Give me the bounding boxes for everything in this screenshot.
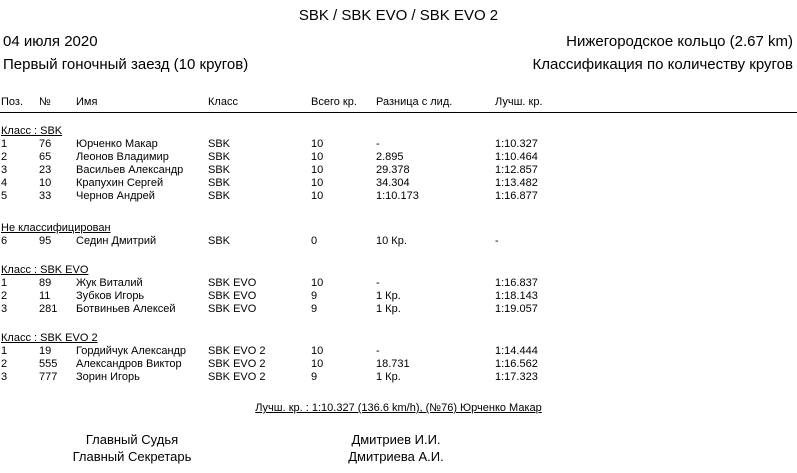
group-title: Класс : SBK EVO 2 bbox=[1, 332, 98, 344]
row-name: Жук Виталий bbox=[76, 277, 143, 289]
row-class: SBK EVO bbox=[208, 277, 257, 289]
row-class: SBK EVO 2 bbox=[208, 371, 266, 383]
row-name: Александров Виктор bbox=[76, 358, 182, 370]
row-pos: 3 bbox=[1, 303, 8, 315]
row-name: Ботвиньев Алексей bbox=[76, 303, 176, 315]
table-row bbox=[0, 190, 797, 202]
row-num: 23 bbox=[39, 164, 52, 176]
row-gap: 1 Кр. bbox=[376, 290, 401, 302]
track-name: Нижегородское кольцо (2.67 km) bbox=[566, 33, 793, 50]
row-best: 1:10.464 bbox=[495, 151, 538, 163]
row-class: SBK bbox=[208, 138, 231, 150]
row-class: SBK bbox=[208, 190, 231, 202]
row-best: 1:10.327 bbox=[495, 138, 538, 150]
row-pos: 2 bbox=[1, 358, 8, 370]
row-pos: 3 bbox=[1, 371, 8, 383]
row-num: 19 bbox=[39, 345, 52, 357]
fastest-lap-summary: Лучш. кр. : 1:10.327 (136.6 km/h), (№76) Юрченко Макар bbox=[255, 402, 542, 414]
row-pos: 4 bbox=[1, 177, 8, 189]
row-gap: 1:10.173 bbox=[376, 190, 419, 202]
row-name: Гордийчук Александр bbox=[76, 345, 187, 357]
row-name: Леонов Владимир bbox=[76, 151, 169, 163]
row-class: SBK bbox=[208, 164, 231, 176]
row-laps: 9 bbox=[311, 290, 318, 302]
row-best: 1:13.482 bbox=[495, 177, 538, 189]
row-best: 1:16.562 bbox=[495, 358, 538, 370]
row-laps: 10 bbox=[311, 138, 324, 150]
row-gap: - bbox=[376, 138, 380, 150]
official-name-chief-secretary: Дмитриева А.И. bbox=[348, 449, 444, 464]
table-row bbox=[0, 358, 797, 370]
row-gap: - bbox=[376, 277, 380, 289]
row-gap: 2.895 bbox=[376, 151, 404, 163]
row-num: 76 bbox=[39, 138, 52, 150]
row-name: Юрченко Макар bbox=[76, 138, 158, 150]
row-class: SBK EVO 2 bbox=[208, 358, 266, 370]
row-best: 1:17.323 bbox=[495, 371, 538, 383]
row-name: Зубков Игорь bbox=[76, 290, 145, 302]
header-name: Имя bbox=[76, 96, 98, 108]
row-laps: 0 bbox=[311, 235, 318, 247]
row-num: 33 bbox=[39, 190, 52, 202]
row-laps: 10 bbox=[311, 177, 324, 189]
table-row bbox=[0, 138, 797, 150]
row-gap: 1 Кр. bbox=[376, 371, 401, 383]
row-gap: 18.731 bbox=[376, 358, 410, 370]
header-gap: Разница с лид. bbox=[376, 96, 453, 108]
row-best: 1:16.837 bbox=[495, 277, 538, 289]
row-class: SBK bbox=[208, 235, 231, 247]
row-name: Седин Дмитрий bbox=[76, 235, 157, 247]
row-pos: 2 bbox=[1, 290, 8, 302]
race-name: Первый гоночный заезд (10 кругов) bbox=[3, 56, 249, 73]
row-best: 1:14.444 bbox=[495, 345, 538, 357]
row-laps: 10 bbox=[311, 358, 324, 370]
table-row bbox=[0, 371, 797, 383]
row-name: Крапухин Сергей bbox=[76, 177, 164, 189]
row-laps: 9 bbox=[311, 303, 318, 315]
row-class: SBK bbox=[208, 177, 231, 189]
row-gap: - bbox=[376, 345, 380, 357]
table-row bbox=[0, 303, 797, 315]
row-best: 1:19.057 bbox=[495, 303, 538, 315]
header-divider bbox=[0, 112, 797, 113]
group-title: Не классифицирован bbox=[1, 222, 111, 234]
official-name-chief-judge: Дмитриев И.И. bbox=[351, 432, 441, 447]
row-class: SBK EVO bbox=[208, 290, 257, 302]
row-laps: 10 bbox=[311, 345, 324, 357]
row-name: Зорин Игорь bbox=[76, 371, 140, 383]
table-row bbox=[0, 345, 797, 357]
row-laps: 10 bbox=[311, 190, 324, 202]
row-num: 89 bbox=[39, 277, 52, 289]
row-laps: 10 bbox=[311, 151, 324, 163]
group-title: Класс : SBK bbox=[1, 125, 63, 137]
table-row bbox=[0, 277, 797, 289]
row-gap: 29.378 bbox=[376, 164, 410, 176]
document-title: SBK / SBK EVO / SBK EVO 2 bbox=[298, 7, 499, 24]
row-laps: 10 bbox=[311, 277, 324, 289]
row-class: SBK EVO bbox=[208, 303, 257, 315]
row-laps: 9 bbox=[311, 371, 318, 383]
header-pos: Поз. bbox=[1, 96, 23, 108]
row-num: 95 bbox=[39, 235, 52, 247]
row-gap: 10 Кр. bbox=[376, 235, 407, 247]
group-title: Класс : SBK EVO bbox=[1, 264, 89, 276]
header-num: № bbox=[39, 96, 51, 108]
row-pos: 2 bbox=[1, 151, 8, 163]
row-name: Чернов Андрей bbox=[76, 190, 155, 202]
row-class: SBK bbox=[208, 151, 231, 163]
official-role-chief-secretary: Главный Секретарь bbox=[72, 449, 192, 464]
row-num: 65 bbox=[39, 151, 52, 163]
header-class: Класс bbox=[208, 96, 238, 108]
table-row bbox=[0, 177, 797, 189]
table-row bbox=[0, 151, 797, 163]
header-best: Лучш. кр. bbox=[495, 96, 543, 108]
row-num: 11 bbox=[39, 290, 51, 302]
row-best: - bbox=[495, 235, 499, 247]
row-num: 555 bbox=[39, 358, 58, 370]
table-row bbox=[0, 235, 797, 247]
row-laps: 10 bbox=[311, 164, 324, 176]
row-pos: 1 bbox=[1, 345, 8, 357]
table-row bbox=[0, 164, 797, 176]
row-pos: 1 bbox=[1, 277, 8, 289]
event-date: 04 июля 2020 bbox=[3, 33, 98, 50]
row-gap: 34.304 bbox=[376, 177, 410, 189]
table-row bbox=[0, 290, 797, 302]
row-pos: 3 bbox=[1, 164, 8, 176]
row-best: 1:16.877 bbox=[495, 190, 538, 202]
row-num: 777 bbox=[39, 371, 58, 383]
row-pos: 5 bbox=[1, 190, 8, 202]
official-role-chief-judge: Главный Судья bbox=[85, 432, 179, 447]
classification-type: Классификация по количеству кругов bbox=[532, 56, 793, 73]
row-class: SBK EVO 2 bbox=[208, 345, 266, 357]
row-num: 10 bbox=[39, 177, 52, 189]
header-laps: Всего кр. bbox=[311, 96, 357, 108]
row-best: 1:18.143 bbox=[495, 290, 538, 302]
row-name: Васильев Александр bbox=[76, 164, 184, 176]
row-gap: 1 Кр. bbox=[376, 303, 401, 315]
row-pos: 6 bbox=[1, 235, 8, 247]
row-best: 1:12.857 bbox=[495, 164, 538, 176]
row-pos: 1 bbox=[1, 138, 8, 150]
table-header bbox=[0, 96, 797, 110]
row-num: 281 bbox=[39, 303, 58, 315]
